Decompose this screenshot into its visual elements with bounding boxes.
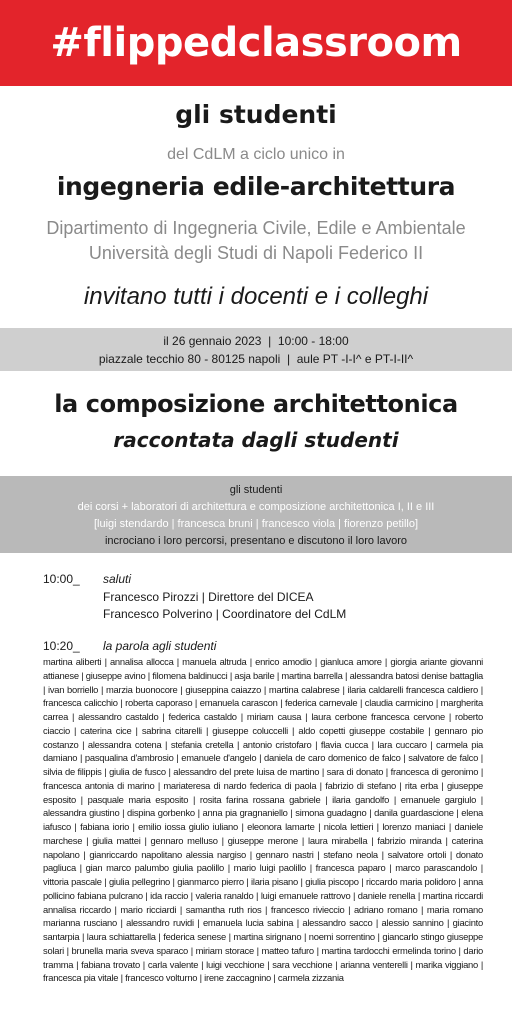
schedule-label: la parola agli studenti (103, 639, 217, 653)
speaker: Francesco Polverino | Coordinatore del CdLM (103, 607, 347, 621)
speaker: Francesco Pirozzi | Direttore del DICEA (103, 590, 314, 604)
courses-info-band (0, 476, 512, 553)
schedule-time: 10:00_ (43, 572, 80, 586)
university-name: Università degli Studi di Napoli Federico II (88, 243, 424, 263)
course-intro: del CdLM a ciclo unico in (167, 146, 345, 163)
department-name: Dipartimento di Ingegneria Civile, Edile e Ambientale (46, 218, 466, 238)
band-courses: dei corsi + laboratori di architettura e composizione architettonica I, II e III (77, 501, 435, 513)
band-teachers: [luigi stendardo | francesca bruni | francesco viola | fiorenzo petillo] (93, 518, 419, 530)
event-location: piazzale tecchio 80 - 80125 napoli | aule PT -I-I^ e PT-I-II^ (98, 352, 414, 366)
band-description: incrociano i loro percorsi, presentano e discutono il loro lavoro (104, 535, 408, 547)
event-title: la composizione architettonica (54, 390, 458, 418)
event-subtitle: raccontata dagli studenti (113, 428, 399, 452)
hashtag-banner (0, 0, 512, 86)
students-heading: gli studenti (175, 100, 337, 129)
course-name: ingegneria edile-architettura (56, 172, 456, 201)
students-names-list: martina aliberti | annalisa allocca | manuela altruda | enrico amodio | gianluca amore | giorgia ariante giovanni attianese | giuseppe avino | filomena baldinucci | asja barile | martina barrella | alessandra batosi denise battaglia | ivan borriello | marzia buonocore | giuseppina caiazzo | martina calabrese | ilaria caldarelli francesca caldiero | francesca calicchio | roberta caporaso | emanuela carascon | federica carnevale | claudia carmicino | margherita carrea | alessandro castaldo | federica castaldo | miriam causa | laura cerbone francesca cervone | roberto ciaccio | caterina cice | sabrina citarelli | giuseppe coluccelli | aldo copetti giuseppe costabile | gennaro pio costanzo | alessandra cotena | stefania cretella | antonio cristofaro | flavia cucca | lara cuccaro | carmela pia damiano | pasqualina d'ambrosio | emanuele d'angelo | daniela de caro domenico de falco | salvatore de falco | silvia de filippis | giulia de fusco | alessandro del prete luisa de martino | sara di donato | francesca di geronimo | francesca antonia di marino | mariateresa di nardo federica di paola | fabrizio di stefano | rita erba | giuseppe esposito | pasquale maria esposito | rosita farina rossana gabriele | ilaria gandolfo | emanuele gargiulo | alessandra giustino | dispina gorbenko | anna pia gragnaniello | simona guadagno | danila guardascione | elena iafusco | fabiana iorio | emilio iossa giulio iuliano | eleonora lamarte | nicola lettieri | lorenzo maniaci | daniele marchese | giulia mattei | gennaro melluso | giuseppe merone | laura mirabella | fabrizio miranda | caterina napolano | gianriccardo napolitano alessia nargiso | gennaro nastri | stefano neola | salvatore ortoli | donato pagliuca | gian marco palumbo giulia paolillo | mario luigi paolillo | francesca paparo | marco parascandolo | vittoria pascale | giulia pellegrino | gianmarco pierro | ilaria pisano | giulia piscopo | riccardo maria polidoro | anna pollicino fabiana pulcrano | ida raccio | valeria ranaldo | luigi emanuele rattrovo | daniele renella | martina riccardi annalisa riccardo | mario ricciardi | samantha ruth rios | francesco rivieccio | adriano romano | maria romano marianna rusciano | alessandro ruvidi | emanuela lucia sabina | alessandro sacco | alessio sannino | giacinto santarpia | laura schiattarella | federica senese | martina sirignano | noemi sorrentino | giancarlo stingo giuseppe solari | brunella maria sveva sparaco | miriam storace | matteo tafuro | martina tardocchi ermelinda torino | dario tramma | fabiana trovato | carla valente | luigi vecchione | sara vecchione | arianna venterelli | marika viggiano | francesca pia vitale | francesco volturno | irene zaccagnino | carmela zizzania (43, 656, 483, 984)
event-date-time: il 26 gennaio 2023 | 10:00 - 18:00 (163, 334, 349, 348)
speakers-list (103, 589, 346, 623)
band-students-label: gli studenti (229, 484, 283, 496)
event-info-band (0, 328, 512, 371)
banner-title: #flippedclassroom (50, 20, 462, 66)
schedule-label: saluti (103, 572, 132, 586)
schedule-time: 10:20_ (43, 639, 80, 653)
invitation-line: invitano tutti i docenti e i colleghi (83, 283, 429, 310)
